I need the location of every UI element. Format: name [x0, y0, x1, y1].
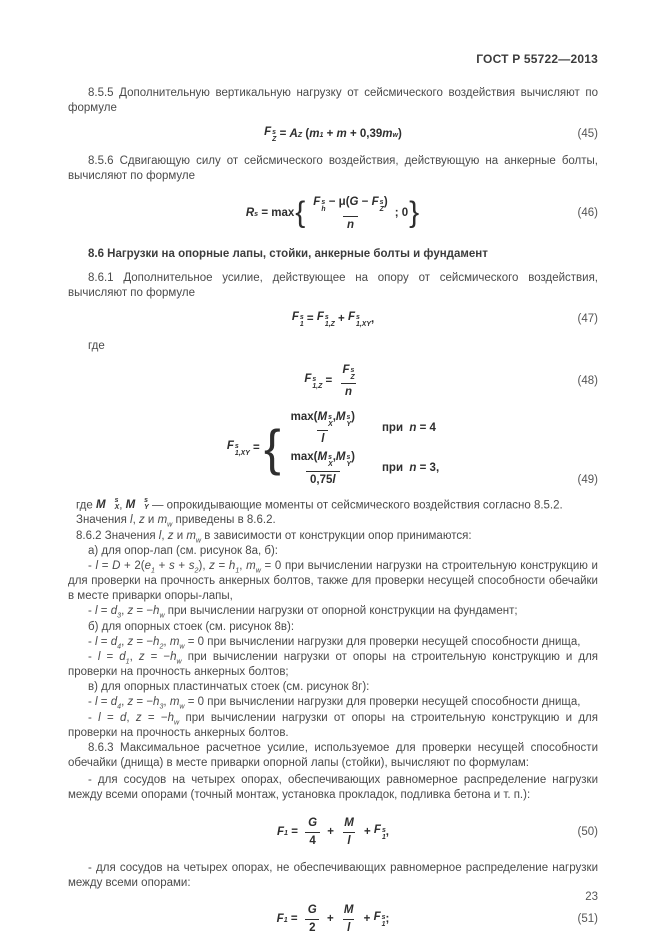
list-v-item-2: - l = d, $z = -h_w$ при вычислении нагрузки от опоры на строительную конструкцию и для проверки на прочность анкерных болтов.: [68, 711, 602, 739]
paragraph-8-6-3: 8.6.3 Максимальное расчетное усилие, используемое для проверки несущей способности обечайки (днища) в месте приварки опорной лапы (стойки), вычисляют по формулам:: [68, 741, 598, 770]
list-a-heading: а) для опор-лап (см. рисунок 8а, б):: [88, 544, 278, 557]
equation-number-46: (46): [577, 207, 598, 220]
equation-number-49: (49): [577, 473, 598, 486]
formula-47-row: [68, 310, 598, 330]
formula-49: F s 1,XY = { max( M s X , M s Y ) l при n = 4 max( M s X , M s Y ) 0,75 l при n = 3,: [227, 410, 439, 488]
paragraph-8-6-1: 8.6.1 Дополнительное усилие, действующее на опору от сейсмического воздействия, вычисляют по формуле: [68, 271, 598, 300]
list-b-heading: б) для опорных стоек (см. рисунок 8в):: [88, 620, 295, 633]
formula-48-row: [68, 363, 598, 401]
formula-51-row: [68, 903, 598, 935]
formula-50-row: [68, 816, 598, 849]
equation-number-47: (47): [577, 313, 598, 326]
list-a-item-1: - $l = D + 2(e_1 + s + s_2)$, $z = h_1$, $m_w = 0$ при вычислении нагрузки на строительную конструкцию и для проверки на прочность анкерных болтов, также для проверки несущей способности обечайки в месте приварки опоры-лапы,: [68, 559, 602, 603]
paragraph-8-5-5: 8.5.5 Дополнительную вертикальную нагрузку от сейсмического воздействия вычисляют по формуле: [68, 86, 598, 114]
formula-46-row: [68, 195, 598, 233]
list-a-item-2: - $l = d_3$, $z = -h_w$ при вычислении нагрузки от опорной конструкции на фундамент;: [88, 605, 518, 620]
formula-49-row: [68, 410, 598, 488]
dash-item-uniform-load: - для сосудов на четырех опорах, обеспечивающих равномерное распределение нагрузки между всеми опорами (точный монтаж, установка прокладок, подливка бетона и т. п.):: [68, 774, 598, 802]
list-v-item-1: - $l = d_4$, $z = -h_3$, $m_w = 0$ при вычислении нагрузки для проверки несущей способности днища,: [88, 696, 581, 711]
formula-45: F s Z = A Z ( m 1 + m + 0,39 m w ): [264, 126, 402, 144]
paragraph-8-5-6: 8.5.6 Сдвигающую силу от сейсмического воздействия, действующую на анкерные болты, вычисляют по формуле: [68, 154, 598, 182]
equation-number-45: (45): [577, 128, 598, 141]
equation-number-51: (51): [577, 913, 598, 926]
where-moments-line: где M s X , M s Y — опрокидывающие моменты от сейсмического воздействия согласно 8.5.2.: [76, 496, 563, 512]
section-heading-8-6: 8.6 Нагрузки на опорные лапы, стойки, анкерные болты и фундамент: [88, 247, 488, 260]
document-code-header: ГОСТ Р 55722—2013: [476, 52, 598, 66]
formula-48: F s 1,Z = F s Z n: [304, 363, 361, 401]
equation-number-50: (50): [577, 825, 598, 838]
formula-45-row: [68, 125, 598, 145]
formula-46: R s = max { F s h − μ( G − F s Z ) n ; 0 }: [246, 195, 420, 233]
formula-51: F 1 = $\frac{G}{2}$ + $\frac{M}{l}$ + F s 1 ;: [277, 903, 390, 935]
values-reference-line: Значения l, z и $m_w$ приведены в 8.6.2.: [76, 514, 276, 529]
formula-47: F s 1 = F s 1,Z + F s 1,XY ,: [291, 311, 375, 329]
paragraph-8-6-2: 8.6.2 Значения l, z и $m_w$ в зависимости от конструкции опор принимаются:: [76, 529, 472, 544]
list-b-item-2: - $l = d_1$, $z = -h_w$ при вычислении нагрузки от опоры на строительную конструкцию и для проверки на прочность анкерных болтов;: [68, 650, 602, 679]
list-v-heading: в) для опорных пластинчатых стоек (см. рисунок 8г):: [88, 681, 370, 694]
where-label: где: [88, 339, 105, 352]
equation-number-48: (48): [577, 375, 598, 388]
list-b-item-1: - $l = d_4$, $z = -h_2$, $m_w = 0$ при вычислении нагрузки для проверки несущей способности днища,: [88, 635, 581, 651]
formula-50: F 1 = $\frac{G}{4}$ + $\frac{M}{l}$ + F s 1 ,: [277, 816, 389, 849]
dash-item-nonuniform-load: - для сосудов на четырех опорах, не обеспечивающих равномерное распределение нагрузки между всеми опорами:: [68, 861, 598, 890]
page-number: 23: [585, 890, 598, 903]
